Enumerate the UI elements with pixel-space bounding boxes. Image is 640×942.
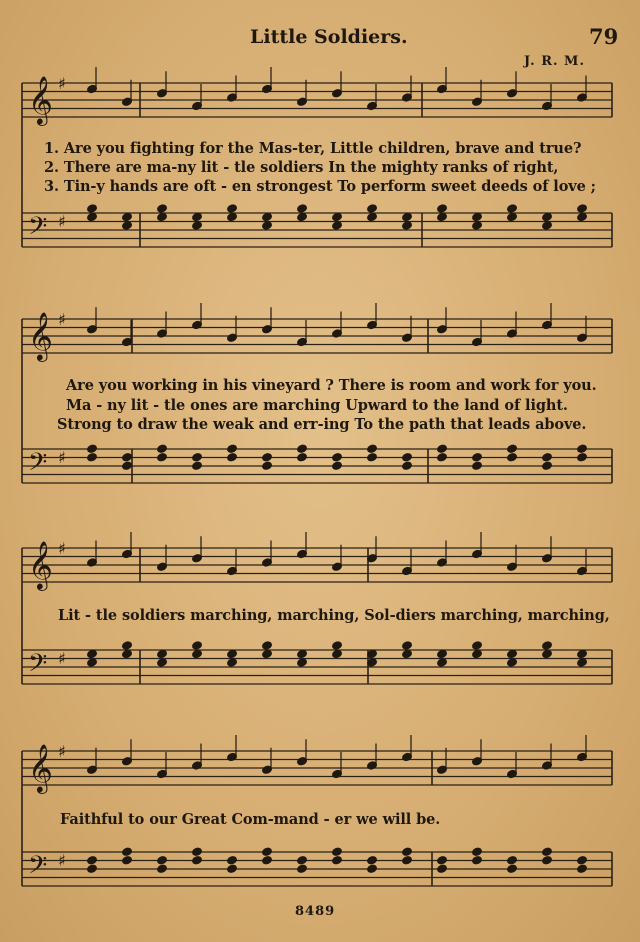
key-sharp: ♯ xyxy=(58,742,66,761)
song-title: Little Soldiers. xyxy=(250,26,408,48)
note-head xyxy=(297,452,308,462)
note-head xyxy=(122,461,133,471)
treble-clef: 𝄞 xyxy=(28,311,53,360)
note-head xyxy=(157,658,168,668)
treble-clef: 𝄞 xyxy=(28,743,53,792)
lyric-line: 2. There are ma-ny lit - tle soldiers In the mighty ranks of right, xyxy=(44,159,559,176)
note-head xyxy=(367,855,378,865)
note-head xyxy=(227,204,238,214)
note-head xyxy=(507,212,518,222)
note-head xyxy=(437,212,448,222)
note-head xyxy=(192,649,203,659)
note-head xyxy=(402,649,413,659)
note-head xyxy=(227,864,238,874)
lyric-line: Are you working in his vineyard ? There is room and work for you. xyxy=(66,377,597,394)
note-head xyxy=(192,641,203,651)
bass-clef: 𝄢 xyxy=(28,649,48,684)
note-head xyxy=(542,855,553,865)
note-head xyxy=(192,847,203,857)
staff-lines xyxy=(22,83,612,886)
note-head xyxy=(297,444,308,454)
note-head xyxy=(367,204,378,214)
note-head xyxy=(472,649,483,659)
note-head xyxy=(542,847,553,857)
note-head xyxy=(472,641,483,651)
composer-initials: J. R. M. xyxy=(524,54,585,69)
note-head xyxy=(437,855,448,865)
note-head xyxy=(367,444,378,454)
note-head xyxy=(122,649,133,659)
note-head xyxy=(332,641,343,651)
note-head xyxy=(297,658,308,668)
page-number: 79 xyxy=(589,24,619,49)
note-head xyxy=(262,212,273,222)
note-head xyxy=(262,847,273,857)
note-head xyxy=(367,212,378,222)
note-head xyxy=(227,855,238,865)
note-head xyxy=(472,212,483,222)
note-head xyxy=(472,452,483,462)
note-head xyxy=(262,221,273,231)
note-head xyxy=(577,212,588,222)
note-head xyxy=(262,641,273,651)
note-head xyxy=(472,461,483,471)
note-head xyxy=(402,452,413,462)
lyric-line: Ma - ny lit - tle ones are marching Upward to the land of light. xyxy=(66,397,568,414)
bass-clef: 𝄢 xyxy=(28,448,48,483)
note-head xyxy=(332,649,343,659)
note-head xyxy=(367,452,378,462)
treble-clef: 𝄞 xyxy=(28,75,53,124)
note-head xyxy=(87,452,98,462)
note-head xyxy=(87,204,98,214)
note-head xyxy=(437,864,448,874)
note-head xyxy=(332,461,343,471)
note-head xyxy=(157,649,168,659)
note-head xyxy=(87,212,98,222)
note-head xyxy=(157,212,168,222)
note-head xyxy=(577,444,588,454)
note-head xyxy=(262,461,273,471)
note-head xyxy=(507,658,518,668)
note-head xyxy=(157,855,168,865)
note-head xyxy=(542,641,553,651)
note-head xyxy=(402,221,413,231)
lyric-line: Lit - tle soldiers marching, marching, Sol-diers marching, marching, xyxy=(58,607,610,624)
note-head xyxy=(507,649,518,659)
note-head xyxy=(437,658,448,668)
note-head xyxy=(192,855,203,865)
note-head xyxy=(332,221,343,231)
note-head xyxy=(87,649,98,659)
note-head xyxy=(262,855,273,865)
key-sharp: ♯ xyxy=(58,212,66,231)
note-head xyxy=(157,864,168,874)
note-head xyxy=(227,658,238,668)
note-head xyxy=(157,204,168,214)
note-head xyxy=(297,649,308,659)
note-head xyxy=(577,864,588,874)
note-head xyxy=(367,864,378,874)
note-head xyxy=(227,649,238,659)
note-head xyxy=(507,855,518,865)
note-head xyxy=(297,855,308,865)
key-sharp: ♯ xyxy=(58,310,66,329)
note-head xyxy=(542,452,553,462)
note-head xyxy=(122,855,133,865)
note-head xyxy=(542,649,553,659)
note-head xyxy=(192,461,203,471)
note-head xyxy=(157,444,168,454)
note-head xyxy=(402,461,413,471)
note-head xyxy=(157,452,168,462)
note-head xyxy=(437,649,448,659)
note-head xyxy=(542,221,553,231)
note-head xyxy=(122,641,133,651)
note-head xyxy=(122,847,133,857)
note-head xyxy=(227,212,238,222)
key-sharp: ♯ xyxy=(58,448,66,467)
note-head xyxy=(507,204,518,214)
note-head xyxy=(262,649,273,659)
note-head xyxy=(192,221,203,231)
lyric-line: Strong to draw the weak and err-ing To the path that leads above. xyxy=(57,416,587,433)
note-head xyxy=(402,212,413,222)
note-head xyxy=(437,452,448,462)
note-head xyxy=(87,855,98,865)
note-head xyxy=(332,847,343,857)
note-head xyxy=(87,658,98,668)
note-head xyxy=(227,452,238,462)
note-head xyxy=(577,452,588,462)
note-head xyxy=(472,221,483,231)
note-head xyxy=(507,864,518,874)
note-head xyxy=(437,444,448,454)
note-head xyxy=(402,855,413,865)
note-head xyxy=(472,847,483,857)
note-head xyxy=(507,452,518,462)
note-head xyxy=(192,212,203,222)
note-head xyxy=(577,658,588,668)
note-head xyxy=(577,855,588,865)
note-head xyxy=(542,212,553,222)
clefs-and-signatures xyxy=(28,74,66,886)
note-head xyxy=(227,444,238,454)
note-head xyxy=(297,212,308,222)
note-head xyxy=(437,204,448,214)
note-head xyxy=(262,452,273,462)
note-head xyxy=(87,444,98,454)
lyric-line: Faithful to our Great Com-mand - er we will be. xyxy=(60,811,441,828)
note-head xyxy=(332,212,343,222)
bar-lines xyxy=(22,83,612,886)
note-head xyxy=(402,641,413,651)
key-sharp: ♯ xyxy=(58,539,66,558)
note-head xyxy=(87,864,98,874)
note-head xyxy=(122,221,133,231)
note-head xyxy=(577,649,588,659)
lyric-line: 1. Are you fighting for the Mas-ter, Little children, brave and true? xyxy=(44,140,582,157)
key-sharp: ♯ xyxy=(58,851,66,870)
treble-clef: 𝄞 xyxy=(28,540,53,589)
note-head xyxy=(192,452,203,462)
note-head xyxy=(472,855,483,865)
key-sharp: ♯ xyxy=(58,649,66,668)
plate-number: 8489 xyxy=(295,904,336,919)
note-head xyxy=(332,855,343,865)
bass-clef: 𝄢 xyxy=(28,851,48,886)
note-head xyxy=(507,444,518,454)
note-head xyxy=(332,452,343,462)
note-head xyxy=(542,461,553,471)
note-head xyxy=(402,847,413,857)
note-head xyxy=(122,212,133,222)
note-head xyxy=(297,864,308,874)
note-head xyxy=(122,452,133,462)
note-head xyxy=(577,204,588,214)
bass-clef: 𝄢 xyxy=(28,212,48,247)
note-head xyxy=(297,204,308,214)
lyric-line: 3. Tin-y hands are oft - en strongest To perform sweet deeds of love ; xyxy=(44,178,596,195)
key-sharp: ♯ xyxy=(58,74,66,93)
